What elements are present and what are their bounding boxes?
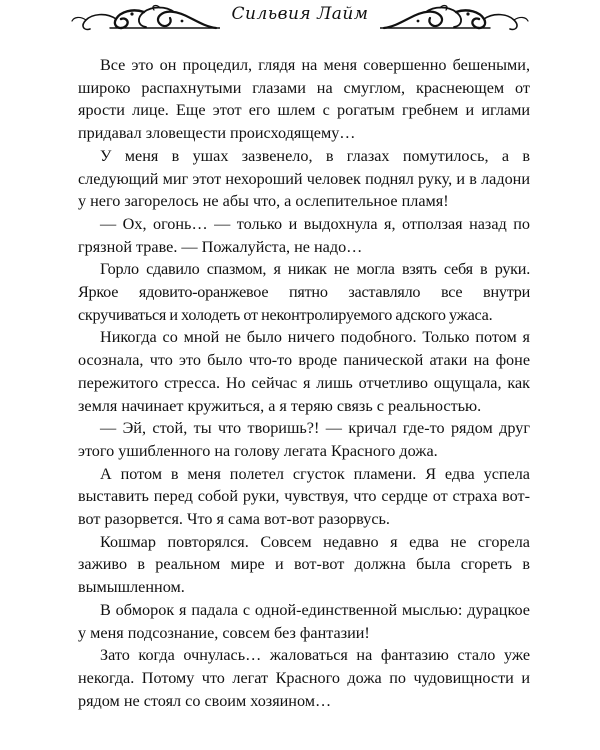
paragraph: Никогда со мной не было ничего подобного. Только потом я осознала, что это было что-то вроде панической атаки на фоне пережитого стресса. Но сейчас я лишь отчетливо ощущала, как земля начинает кружиться, а я теряю связь с реальностью. [78,328,530,415]
paragraph: Все это он процедил, глядя на меня совершенно бешеными, широко распахнутыми глазами на смуглом, краснеющем от ярости лице. Еще этот его шлем с рогатым гребнем и иглами придавал зловещести происходящему… [78,56,530,143]
header-author-name: Сильвия Лайм [231,4,369,24]
body-text [78,54,530,712]
paragraph: — Эй, стой, ты что творишь?! — кричал где-то рядом друг этого ушибленного на голову легата Красного дожа. [78,419,530,460]
running-header [70,0,530,36]
paragraph: — Ох, огонь… — только и выдохнула я, отползая назад по грязной траве. — Пожалуйста, не надо… [78,214,530,256]
paragraph: У меня в ушах зазвенело, в глазах помутилось, а в следующий миг этот нехороший человек поднял руку, и в ладони у него загорелось не абы что, а ослепительное пламя! [78,146,530,211]
paragraph: Зато когда очнулась… жаловаться на фантазию стало уже некогда. Потому что легат Красного дожа по чудовищности и рядом не стоял со своим хозяином… [78,646,530,710]
paragraph: А потом в меня полетел сгусток пламени. Я едва успела выставить перед собой руки, чувствуя, что сердце от страха вот-вот разорвется. Что я сама вот-вот разорвусь. [78,464,530,529]
paragraph: В обморок я падала с одной-единственной мыслью: дурацкое у меня подсознание, совсем без фантазии! [78,600,530,642]
paragraph: Кошмар повторялся. Совсем недавно я едва не сгорела заживо в реальном мире и вот-вот должна была сгореть в вымышленном. [78,532,530,597]
paragraph: Горло сдавило спазмом, я никак не могла взять себя в руки. Яркое ядовито-оранжевое пятно заставляло все внутри скручиваться и холодеть от неконтролируемого адского ужаса. [78,260,530,324]
